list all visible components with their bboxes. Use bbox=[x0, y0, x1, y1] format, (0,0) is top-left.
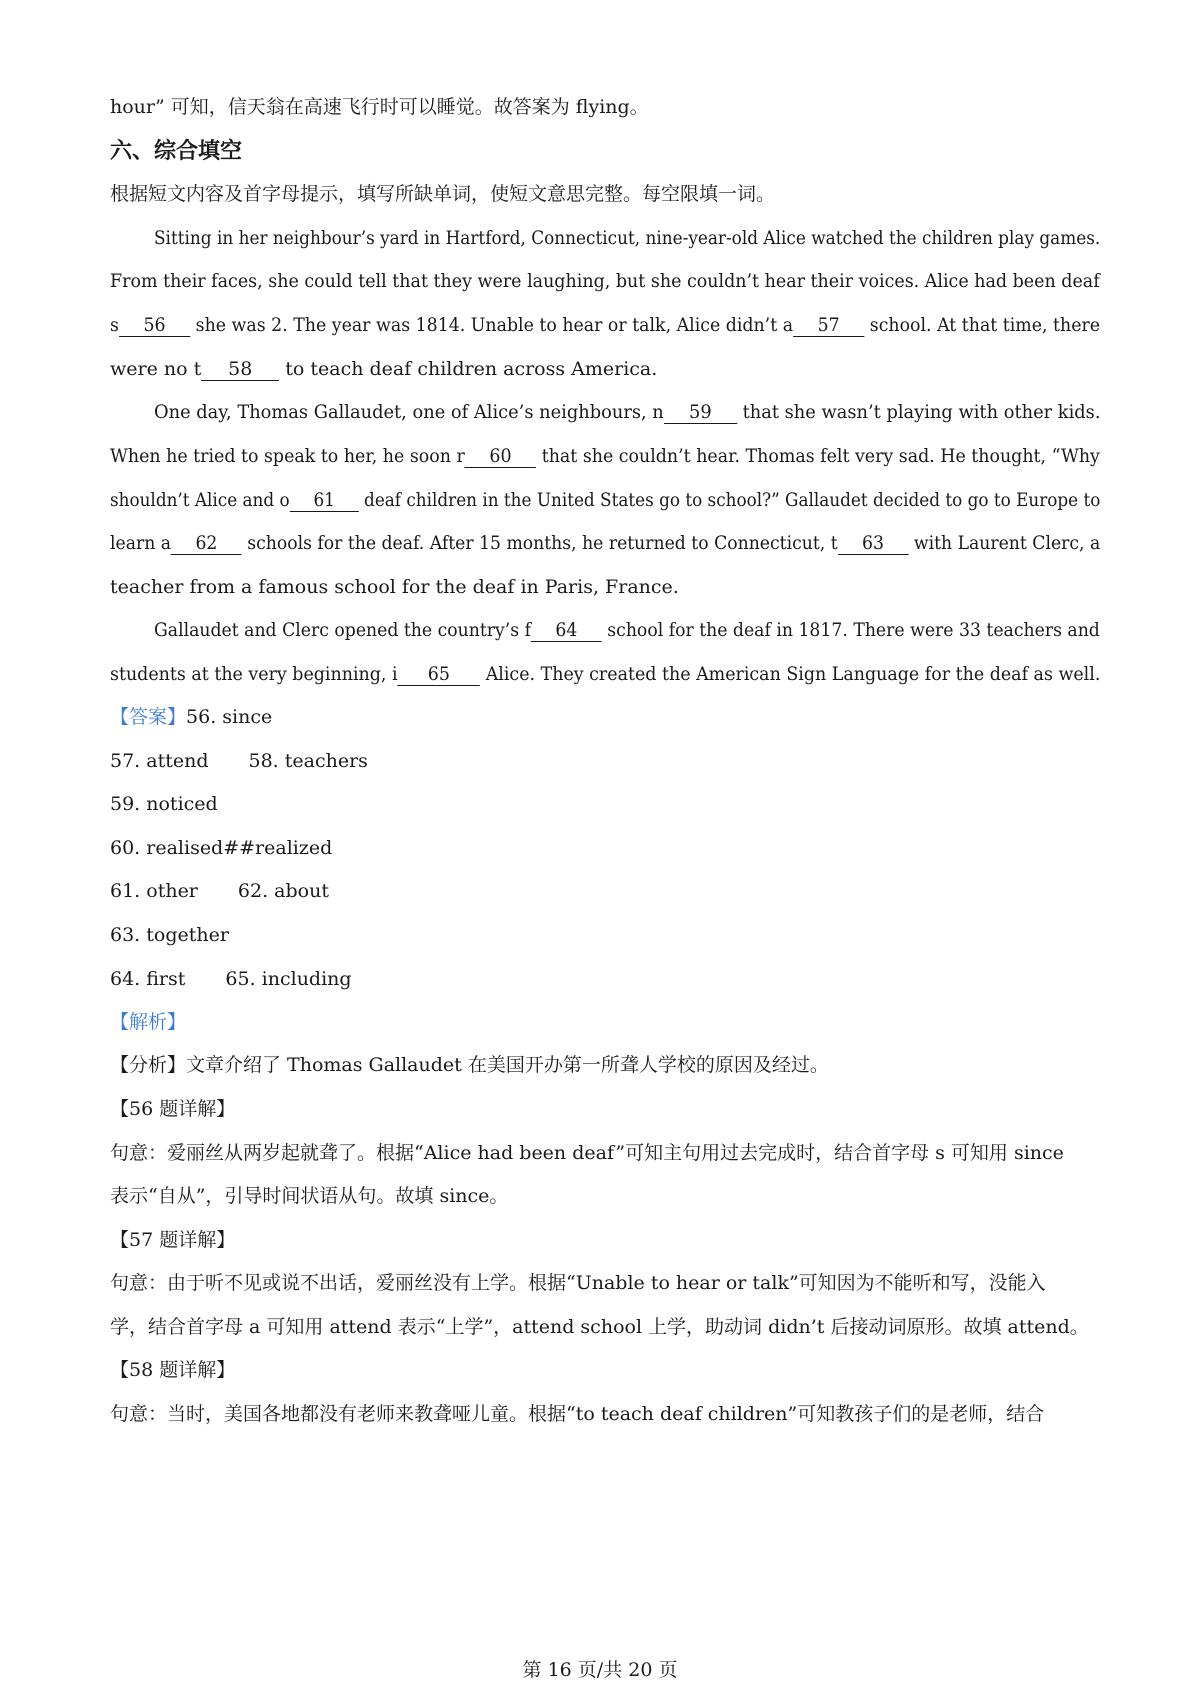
blank-61: 61 bbox=[290, 489, 359, 512]
text-fragment: Alice. They created the American Sign Language for the deaf as well. bbox=[480, 663, 1101, 685]
text-fragment: students at the very beginning, i bbox=[110, 663, 398, 685]
text-fragment: she was 2. The year was 1814. Unable to hear or talk, Alice didn’t a bbox=[190, 314, 794, 336]
instructions: 根据短文内容及首字母提示，填写所缺单词，使短文意思完整。每空限填一词。 bbox=[110, 183, 776, 205]
text-fragment: school. At that time, there bbox=[864, 314, 1101, 336]
passage-line bbox=[110, 530, 1100, 556]
text-fragment: were no t bbox=[110, 358, 202, 380]
analysis-summary: 【分析】文章介绍了 Thomas Gallaudet 在美国开办第一所聋人学校的原因及经过。 bbox=[110, 1054, 829, 1076]
passage-line bbox=[110, 487, 1100, 513]
answer-tag: 【答案】 bbox=[110, 706, 187, 728]
blank-59: 59 bbox=[664, 401, 737, 424]
section-title: 六、综合填空 bbox=[110, 138, 243, 164]
text-fragment: One day, Thomas Gallaudet, one of Alice’s neighbours, n bbox=[154, 401, 664, 423]
text-fragment: s bbox=[110, 314, 119, 336]
text-fragment: with Laurent Clerc, a bbox=[908, 532, 1101, 554]
passage-line bbox=[110, 661, 1100, 687]
blank-63: 63 bbox=[838, 532, 909, 555]
text-fragment: school for the deaf in 1817. There were 33 teachers and bbox=[601, 619, 1100, 641]
answer-57: 57. attend bbox=[110, 750, 209, 772]
text-fragment: to teach deaf children across America. bbox=[279, 358, 658, 380]
answer-58: 58. teachers bbox=[248, 750, 368, 772]
answer-row bbox=[110, 748, 368, 774]
text-fragment: that she wasn’t playing with other kids. bbox=[736, 401, 1101, 423]
text-fragment: that she couldn’t hear. Thomas felt very sad. He thought, “Why bbox=[536, 445, 1100, 467]
intro-line: hour” 可知，信天翁在高速飞行时可以睡觉。故答案为 flying。 bbox=[110, 96, 649, 118]
blank-62: 62 bbox=[171, 532, 242, 555]
answer-61: 61. other bbox=[110, 880, 198, 902]
passage-line: Sitting in her neighbour’s yard in Hartford, Connecticut, nine-year-old Alice watched the children play games. bbox=[154, 227, 1101, 249]
passage-line bbox=[110, 443, 1100, 469]
passage-line bbox=[154, 399, 1100, 425]
answer-65: 65. including bbox=[225, 968, 352, 990]
passage-line bbox=[110, 356, 657, 382]
q57-title: 【57 题详解】 bbox=[110, 1229, 236, 1251]
blank-65: 65 bbox=[398, 663, 481, 686]
text-fragment: Gallaudet and Clerc opened the country’s f bbox=[154, 619, 532, 641]
blank-58: 58 bbox=[201, 358, 279, 381]
blank-57: 57 bbox=[793, 314, 864, 337]
answer-row bbox=[110, 966, 352, 992]
text-fragment: deaf children in the United States go to school?” Gallaudet decided to go to Europe to bbox=[358, 489, 1101, 511]
q58-line: 句意：当时，美国各地都没有老师来教聋哑儿童。根据“to teach deaf children”可知教孩子们的是老师，结合 bbox=[110, 1403, 1045, 1425]
answer-56: 56. since bbox=[186, 706, 273, 728]
passage-line bbox=[154, 617, 1100, 643]
answer-62: 62. about bbox=[237, 880, 329, 902]
q58-title: 【58 题详解】 bbox=[110, 1359, 236, 1381]
passage-line: From their faces, she could tell that they were laughing, but she couldn’t hear their voices. Alice had been deaf bbox=[110, 270, 1100, 292]
blank-56: 56 bbox=[119, 314, 190, 337]
page-footer: 第 16 页/共 20 页 bbox=[522, 1659, 678, 1681]
answer-64: 64. first bbox=[110, 968, 186, 990]
passage-line bbox=[110, 312, 1100, 338]
text-fragment: When he tried to speak to her, he soon r bbox=[110, 445, 465, 467]
answer-row bbox=[110, 878, 329, 904]
q56-title: 【56 题详解】 bbox=[110, 1098, 236, 1120]
text-fragment: shouldn’t Alice and o bbox=[110, 489, 290, 511]
blank-60: 60 bbox=[465, 445, 536, 468]
q56-line: 句意：爱丽丝从两岁起就聋了。根据“Alice had been deaf”可知主句用过去完成时，结合首字母 s 可知用 since bbox=[110, 1142, 1064, 1164]
q57-line: 学，结合首字母 a 可知用 attend 表示“上学”，attend school 上学，助动词 didn’t 后接动词原形。故填 attend。 bbox=[110, 1316, 1089, 1338]
passage-line: teacher from a famous school for the deaf in Paris, France. bbox=[110, 576, 679, 598]
answer-59: 59. noticed bbox=[110, 793, 218, 815]
answer-header bbox=[110, 704, 272, 730]
answer-63: 63. together bbox=[110, 924, 229, 946]
answer-60: 60. realised##realized bbox=[110, 837, 333, 859]
q56-line: 表示“自从”，引导时间状语从句。故填 since。 bbox=[110, 1185, 509, 1207]
text-fragment: learn a bbox=[110, 532, 172, 554]
blank-64: 64 bbox=[531, 619, 602, 642]
text-fragment: schools for the deaf. After 15 months, he returned to Connecticut, t bbox=[241, 532, 838, 554]
q57-line: 句意：由于听不见或说不出话，爱丽丝没有上学。根据“Unable to hear or talk”可知因为不能听和写，没能入 bbox=[110, 1272, 1046, 1294]
analysis-tag: 【解析】 bbox=[110, 1011, 187, 1033]
